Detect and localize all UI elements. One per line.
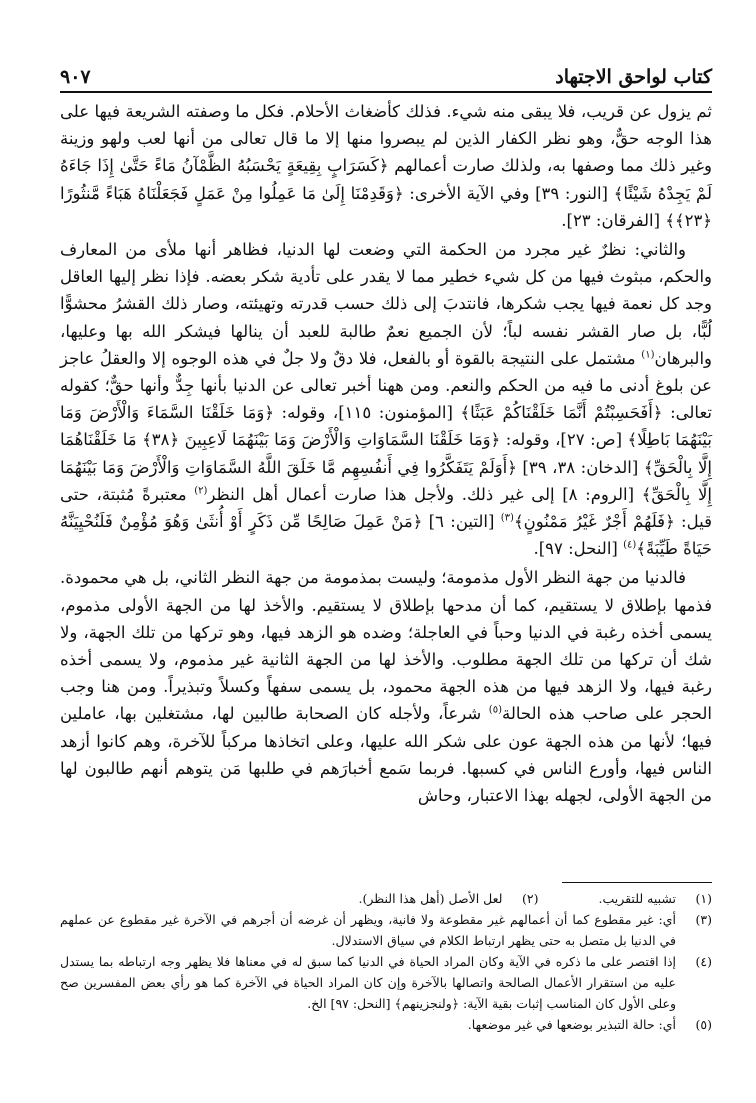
main-text xyxy=(60,98,712,868)
paragraph-3-text-a: فالدنيا من جهة النظر الأول مذمومة؛ وليست بمذمومة من جهة النظر الثاني، بل هي محمودة. فذمها بإطلاق لا يستقيم، كما أن مدحها بإطلاق لا يستقيم. والأخذ لها من الجهة الأولى مذموم، يسمى أخذه رغبة في الدنيا وحباً في العاجلة؛ وضده هو الزهد فيها، وهو تركها من تلك الجهة، ولا شك أن تركها من تلك الجهة مطلوب. والأخذ لها من الجهة الثانية غير مذموم، ولا يسمى أخذه رغبة فيها، ولا الزهد فيها من هذه الجهة محمود، بل يسمى سفهاً وكسلاً وتبذيراً. ومن هنا وجب الحجر على صاحب هذه الحالة xyxy=(60,568,712,724)
paragraph-2-text-c: معتبرةً مُثبتة، حتى قيل: ﴿فَلَهُمْ أَجْرٌ غَيْرُ مَمْنُونٍ﴾ xyxy=(60,484,712,532)
footnote-2 xyxy=(359,888,539,909)
footnote-1-text: تشبيه للتقريب. xyxy=(598,891,676,906)
footnote-mark-1[interactable]: (١) xyxy=(641,349,655,361)
footnote-4 xyxy=(60,951,712,1014)
footnote-mark-4[interactable]: (٤) xyxy=(623,539,637,551)
page-number: ٩٠٧ xyxy=(60,66,91,88)
header-rule xyxy=(60,91,712,93)
footnote-row-1-2 xyxy=(60,888,712,909)
page-header xyxy=(60,56,712,88)
footnote-2-text: لعل الأصل (أهل هذا النظر). xyxy=(358,891,503,906)
footnote-mark-2[interactable]: (٢) xyxy=(194,485,208,497)
footnote-3-text: أي: غير مقطوع كما أن أعمالهم غير مقطوعة ولا فانية، ويظهر أن غرضه أن أجرهم في الآخرة غير مقطوع عن عملهم في الدنيا بل متصل به حتى يظهر ارتباط الكلام في سياق الاستدلال. xyxy=(60,912,676,948)
footnote-1 xyxy=(598,888,712,909)
paragraph-3-text-b: شرعاً، ولأجله كان الصحابة طالبين لها، مشتغلين بها، عاملين فيها؛ لأنها من هذه الجهة عون على شكر الله عليها، وعلى اتخاذها مركباً للآخرة، وهم كانوا أزهد الناس فيها، وأورع الناس في كسبها. فربما سَمع أخبارَهم في طلبها مَن يتوهم أنهم طالبون لها من الجهة الأولى، لجهله بهذا الاعتبار، وحاش xyxy=(60,704,712,806)
footnote-5-text: أي: حالة التبذير بوضعها في غير موضعها. xyxy=(467,1017,676,1032)
footnote-4-number: (٤) xyxy=(695,954,712,969)
paragraph-1 xyxy=(60,98,712,234)
running-title: كتاب لواحق الاجتهاد xyxy=(555,66,712,88)
paragraph-2-text-d: [التين: ٦] ﴿مَنْ عَمِلَ صَالِحًا مِّن ذَكَرٍ أَوْ أُنثَىٰ وَهُوَ مُؤْمِنٌ فَلَنُحْيِيَنَّهُ حَيَاةً طَيِّبَةً﴾ xyxy=(60,512,712,559)
footnote-5 xyxy=(60,1014,712,1035)
footnote-4-text: إذا اقتصر على ما ذكره في الآية وكان المراد الحياة في الدنيا كما سبق له في معناها فلا يظهر وجه ارتباطه بما يستدل عليه من استقرار الأعمال الصالحة واتصالها بالآخرة وإن كان المراد الحياة في الآخرة كما هو رأي بعض المفسرين صح وعلى الأول كان المناسب إثبات بقية الآية: ﴿ولنجزينهم﴾ [النحل: ٩٧] الخ. xyxy=(60,954,676,1011)
paragraph-3 xyxy=(60,564,712,809)
footnote-3 xyxy=(60,909,712,951)
footnote-3-number: (٣) xyxy=(695,912,712,927)
paragraph-2-text-b: مشتمل على النتيجة بالقوة أو بالفعل، فلا دقٌ ولا جلٌ في هذه الوجوه إلا والعقلُ عاجز عن بلوغ أدنى ما فيه من الحكم والنعم. ومن ههنا أخبر تعالى عن الدنيا بأنها جِدٌّ وأنها حقٌّ؛ كقوله تعالى: ﴿أَفَحَسِبْتُمْ أَنَّمَا خَلَقْنَاكُمْ عَبَثًا﴾ [المؤمنون: ١١٥]، وقوله: ﴿وَمَا خَلَقْنَا السَّمَاءَ وَالْأَرْضَ وَمَا بَيْنَهُمَا بَاطِلًا﴾ [ص: ٢٧]، وقوله: ﴿وَمَا خَلَقْنَا السَّمَاوَاتِ وَالْأَرْضَ وَمَا بَيْنَهُمَا لَاعِبِينَ ﴿٣٨﴾ مَا خَلَقْنَاهُمَا إِلَّا بِالْحَقِّ﴾ [الدخان: ٣٨، ٣٩] ﴿أَوَلَمْ يَتَفَكَّرُوا فِي أَنفُسِهِم مَّا خَلَقَ اللَّهُ السَّمَاوَاتِ وَالْأَرْضَ وَمَا بَيْنَهُمَا إِلَّا بِالْحَقِّ﴾ [الروم: ٨] إلى غير ذلك. ولأجل هذا صارت أعمال أهل النظر xyxy=(60,348,713,504)
footnote-2-number: (٢) xyxy=(521,891,539,906)
footnote-1-number: (١) xyxy=(695,891,712,906)
paragraph-2-text-a: والثاني: نظرٌ غير مجرد من الحكمة التي وضعت لها الدنيا، فظاهر أنها ملأى من المعارف والحكم، مبثوث فيها من كل شيء خطير مما لا يقدر على تأدية شكر بعضه. فإذا نظر إليها العاقل وجد كل نعمة فيها يجب شكرها، فانتدبَ إلى ذلك حسب قدرته وتهيئته، وصار ذلك القشرُ محشوًّا لُبًّا، بل صار القشر نفسه لباً؛ لأن الجميع نعمٌ طالبة للعبد أن ينالها فيشكر الله بها وعليها، والبرهان xyxy=(60,240,712,368)
paragraph-1-text: ثم يزول عن قريب، فلا يبقى منه شيء. فذلك كأضغاث الأحلام. فكل ما وصفته الشريعة فيها على هذا الوجه حقٌّ، وهو نظر الكفار الذين لم يبصروا منها إلا ما قال تعالى من أنها لعب ولهو وزينة وغير ذلك مما وصفها به، ولذلك صارت أعمالهم ﴿كَسَرَابٍ بِقِيعَةٍ يَحْسَبُهُ الظَّمْآنُ مَاءً حَتَّىٰ إِذَا جَاءَهُ لَمْ يَجِدْهُ شَيْئًا﴾ [النور: ٣٩] وفي الآية الأخرى: ﴿وَقَدِمْنَا إِلَىٰ مَا عَمِلُوا مِنْ عَمَلٍ فَجَعَلْنَاهُ هَبَاءً مَّنثُورًا ﴿٢٣﴾﴾ [الفرقان: ٢٣]. xyxy=(60,102,712,230)
footnotes xyxy=(60,888,712,1088)
footnote-mark-3[interactable]: (٣) xyxy=(500,512,514,524)
footnote-mark-5[interactable]: (٥) xyxy=(488,704,502,716)
paragraph-2-text-e: [النحل: ٩٧]. xyxy=(533,539,624,559)
footnote-separator xyxy=(562,882,712,883)
footnote-5-number: (٥) xyxy=(695,1017,712,1032)
paragraph-2 xyxy=(60,236,712,562)
